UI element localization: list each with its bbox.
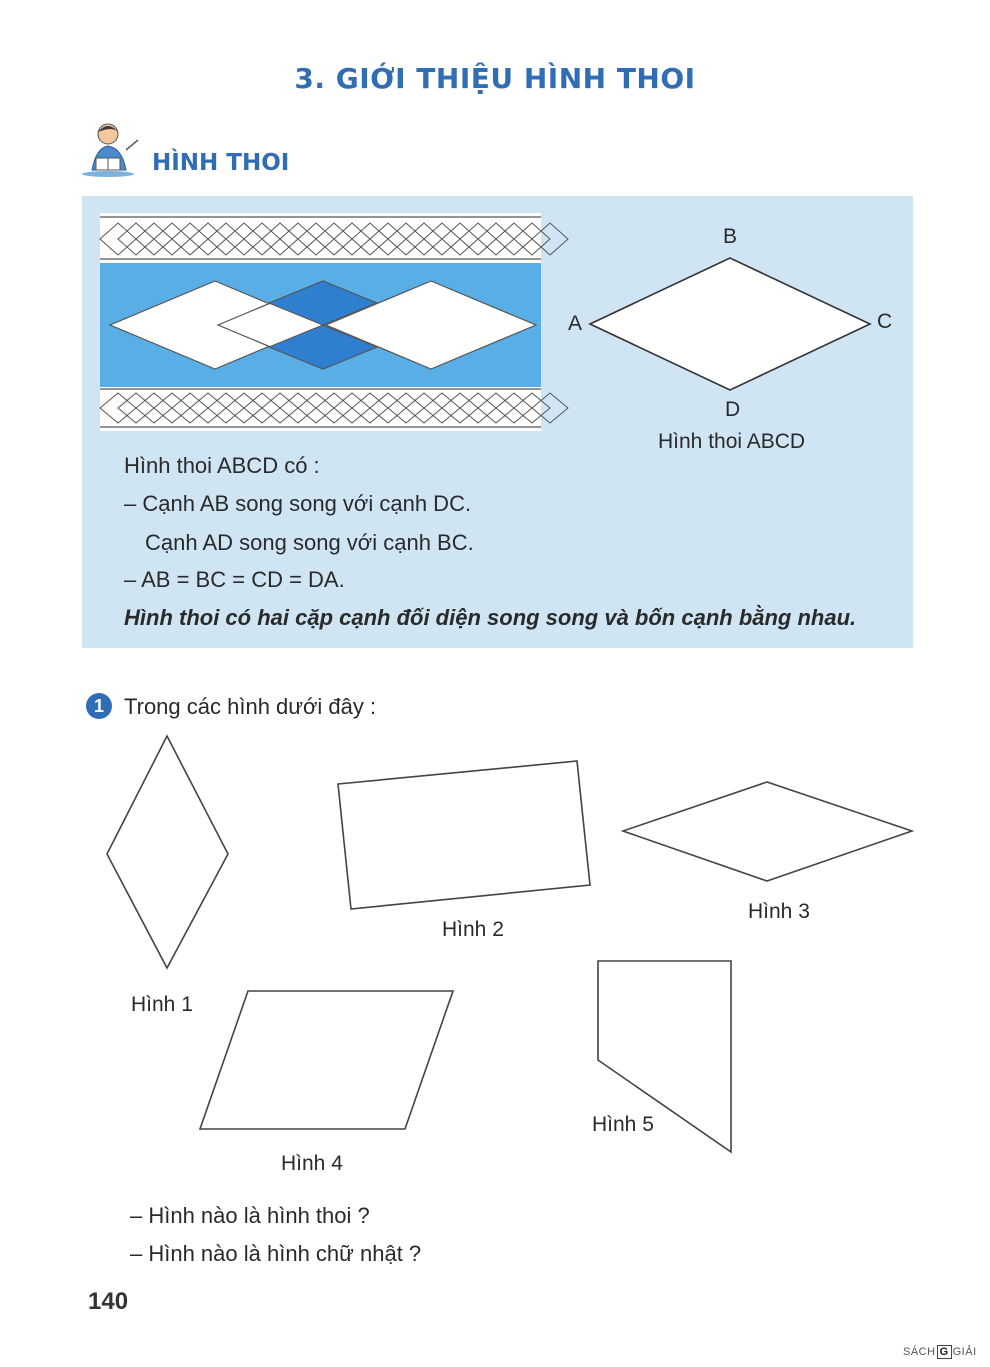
vertex-label-a: A — [568, 312, 583, 335]
property-line-3: – AB = BC = CD = DA. — [124, 567, 345, 592]
figure-2-label: Hình 2 — [442, 918, 504, 941]
figure-3-rhombus — [623, 782, 912, 881]
rhombus-abcd-caption: Hình thoi ABCD — [658, 430, 806, 453]
figure-2-rectangle — [338, 761, 590, 909]
number-badge-icon: 1 — [86, 693, 112, 719]
figure-1-label: Hình 1 — [131, 993, 193, 1016]
rhombus-abcd-figure — [560, 224, 900, 424]
brand-mark: G — [937, 1345, 952, 1359]
vertex-label-d: D — [725, 398, 741, 421]
question-2: – Hình nào là hình chữ nhật ? — [130, 1241, 422, 1266]
brand-left: SÁCH — [903, 1346, 936, 1358]
figure-1-rhombus — [107, 736, 228, 968]
property-line-2: Cạnh AD song song với cạnh BC. — [145, 530, 474, 555]
boy-reading-icon — [82, 120, 144, 180]
brand-watermark — [903, 1345, 977, 1359]
vertex-label-b: B — [723, 225, 738, 248]
figure-4-parallelogram — [200, 991, 453, 1129]
brand-right: GIẢI — [952, 1346, 977, 1358]
figure-5-label: Hình 5 — [592, 1113, 654, 1136]
exercise-figures — [0, 720, 973, 1180]
question-1: – Hình nào là hình thoi ? — [130, 1203, 370, 1228]
exercise-prompt: Trong các hình dưới đây : — [124, 694, 377, 719]
property-line-1: – Cạnh AB song song với cạnh DC. — [124, 491, 472, 516]
figure-4-label: Hình 4 — [281, 1152, 343, 1175]
page-title: 3. GIỚI THIỆU HÌNH THOI — [294, 62, 696, 95]
properties-intro: Hình thoi ABCD có : — [124, 453, 320, 478]
rhombus-abcd — [590, 258, 870, 390]
vertex-label-c: C — [877, 310, 893, 333]
rhombus-definition: Hình thoi có hai cặp cạnh đối diện song song và bốn cạnh bằng nhau. — [124, 605, 857, 630]
figure-3-label: Hình 3 — [748, 900, 810, 923]
section-heading: HÌNH THOI — [152, 150, 290, 176]
fabric-pattern-illustration — [100, 213, 541, 431]
page-number: 140 — [88, 1288, 129, 1315]
